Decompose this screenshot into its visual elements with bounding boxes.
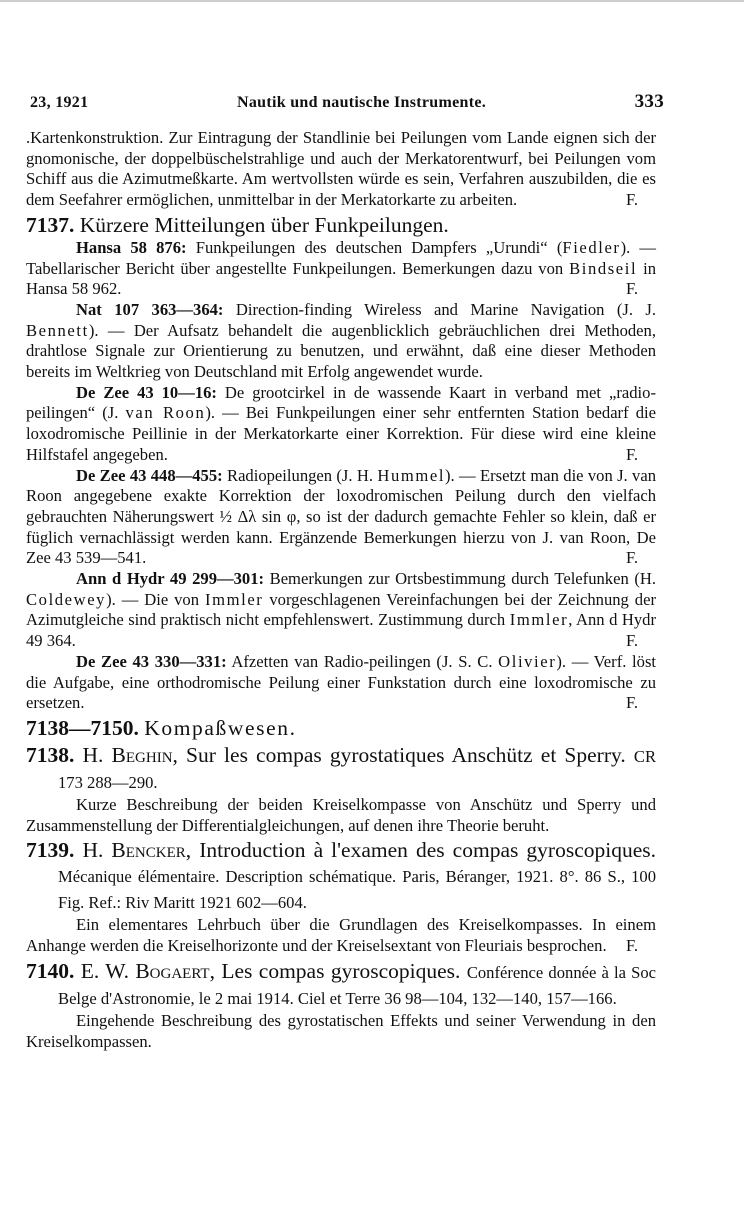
reviewer-mark: F. [625,693,638,713]
header-left: 23, 1921 [30,94,89,111]
continuation-paragraph: .Kartenkonstruktion. Zur Eintragung der Standlinie bei Peilungen vom Lande eignen sich der gnomonische, der doppelbüschelstrahlige und auch der Merkatorentwurf, bei Peilungen vom Schiff aus die Azimutmeßkarte. Am wertvollsten würde es sein, Verfahren auszubilden, die es dem Seefahrer ermöglichen, unmittelbar in der Merkatorkarte zu arbeiten. [26,128,656,210]
abstract-dezee-10: De Zee 43 10—16: De grootcirkel in de wassende Kaart in verband met „radio-peilingen“ (J. van Roon). — Bei Funkpeilungen einer sehr entfernten Station bedarf die loxodromische Peillinie in der Merkatorkarte einer Korrektion. Für diese wird eine kleine Hilfstafel angegeben. [26,382,656,464]
header-title: Nautik und nautische Instrumente. [236,94,487,111]
reviewer-mark: F. [625,631,638,651]
reviewer-mark: F. [625,190,638,210]
top-rule [0,0,744,2]
entry-7140-title: 7140. E. W. Bogaert, Les compas gyroscopiques. Conférence donnée à la Soc Belge d'Astronomie, le 2 mai 1914. Ciel et Terre 36 98—104, 132—140, 157—166. [26,958,657,1008]
entry-7139-abstract: Ein elementares Lehrbuch über die Grundlagen des Kreiselkompasses. In einem Anhange werden die Kreiselhorizonte und der Kreiselsextant von Fleuriais besprochen. [26,915,656,956]
abstract-hansa: Hansa 58 876: Funkpeilungen des deutschen Dampfers „Urundi“ (Fiedler). — Tabellarischer Bericht über angestellte Funkpeilungen. Bemerkungen dazu von Bindseil in Hansa 58 962. [26,237,657,299]
entry-7139-title: 7139. H. Bencker, Introduction à l'examen des compas gyroscopiques. Mécanique élémentaire. Description schématique. Paris, Béranger, 1921. 8°. 86 S., 100 Fig. Ref.: Riv Maritt 1921 602—604. [26,838,656,913]
reviewer-mark: F. [625,548,638,568]
section-heading-7137: 7137. Kürzere Mitteilungen über Funkpeilungen. [26,212,449,237]
entry-7140-abstract: Eingehende Beschreibung des gyrostatischen Effekts und seiner Verwendung in den Kreiselkompassen. [26,1010,656,1051]
section-heading-7138-7150: 7138—7150. Kompaßwesen. [26,715,297,740]
abstract-nat: Nat 107 363—364: Direction-finding Wireless and Marine Navigation (J. J. Bennett). — Der Aufsatz behandelt die augenblicklich gebräuchlichen drei Methoden, drahtlose Signale zur Orientierung zu benutzen, und erwähnt, daß eine dieser Methoden bereits im Weltkrieg von Deutschland mit Erfolg angewendet wurde. [26,299,656,382]
abstract-dezee-330: De Zee 43 330—331: Afzetten van Radio-peilingen (J. S. C. Olivier). — Verf. löst die Aufgabe, eine orthodromische Peilung einer Funkstation durch eine loxodromische zu ersetzen. [26,651,657,713]
page-body [26,128,656,1052]
reviewer-mark: F. [625,279,638,299]
reviewer-mark: F. [625,936,638,956]
running-header [30,91,664,113]
entry-7138-title: 7138. H. Beghin, Sur les compas gyrostatiques Anschütz et Sperry. CR 173 288—290. [26,742,657,792]
reviewer-mark: F. [625,444,638,464]
abstract-ann-hydr: Ann d Hydr 49 299—301: Bemerkungen zur Ortsbestimmung durch Telefunken (H. Coldewey). — Die von Immler vorgeschlagenen Vereinfachungen bei der Zeichnung der Azimutgleiche sind praktisch nicht empfehlenswert. Zustimmung durch Immler, Ann d Hydr 49 364. [26,569,656,651]
abstract-dezee-448: De Zee 43 448—455: Radiopeilungen (J. H. Hummel). — Ersetzt man die von J. van Roon angegebene exakte Korrektion der loxodromischen Peilung durch den vielfach gebrauchten Näherungswert ½ Δλ sin φ, so ist der dadurch gemachte Fehler so klein, daß er füglich vernachlässigt werden kann. Ergänzende Bemerkungen hierzu von J. van Roon, De Zee 43 539—541. [26,465,657,568]
page-number: 333 [634,91,664,112]
entry-7138-abstract: Kurze Beschreibung der beiden Kreiselkompasse von Anschütz und Sperry und Zusammenstellung der Differentialgleichungen, auf denen ihre Theorie beruht. [26,794,656,835]
